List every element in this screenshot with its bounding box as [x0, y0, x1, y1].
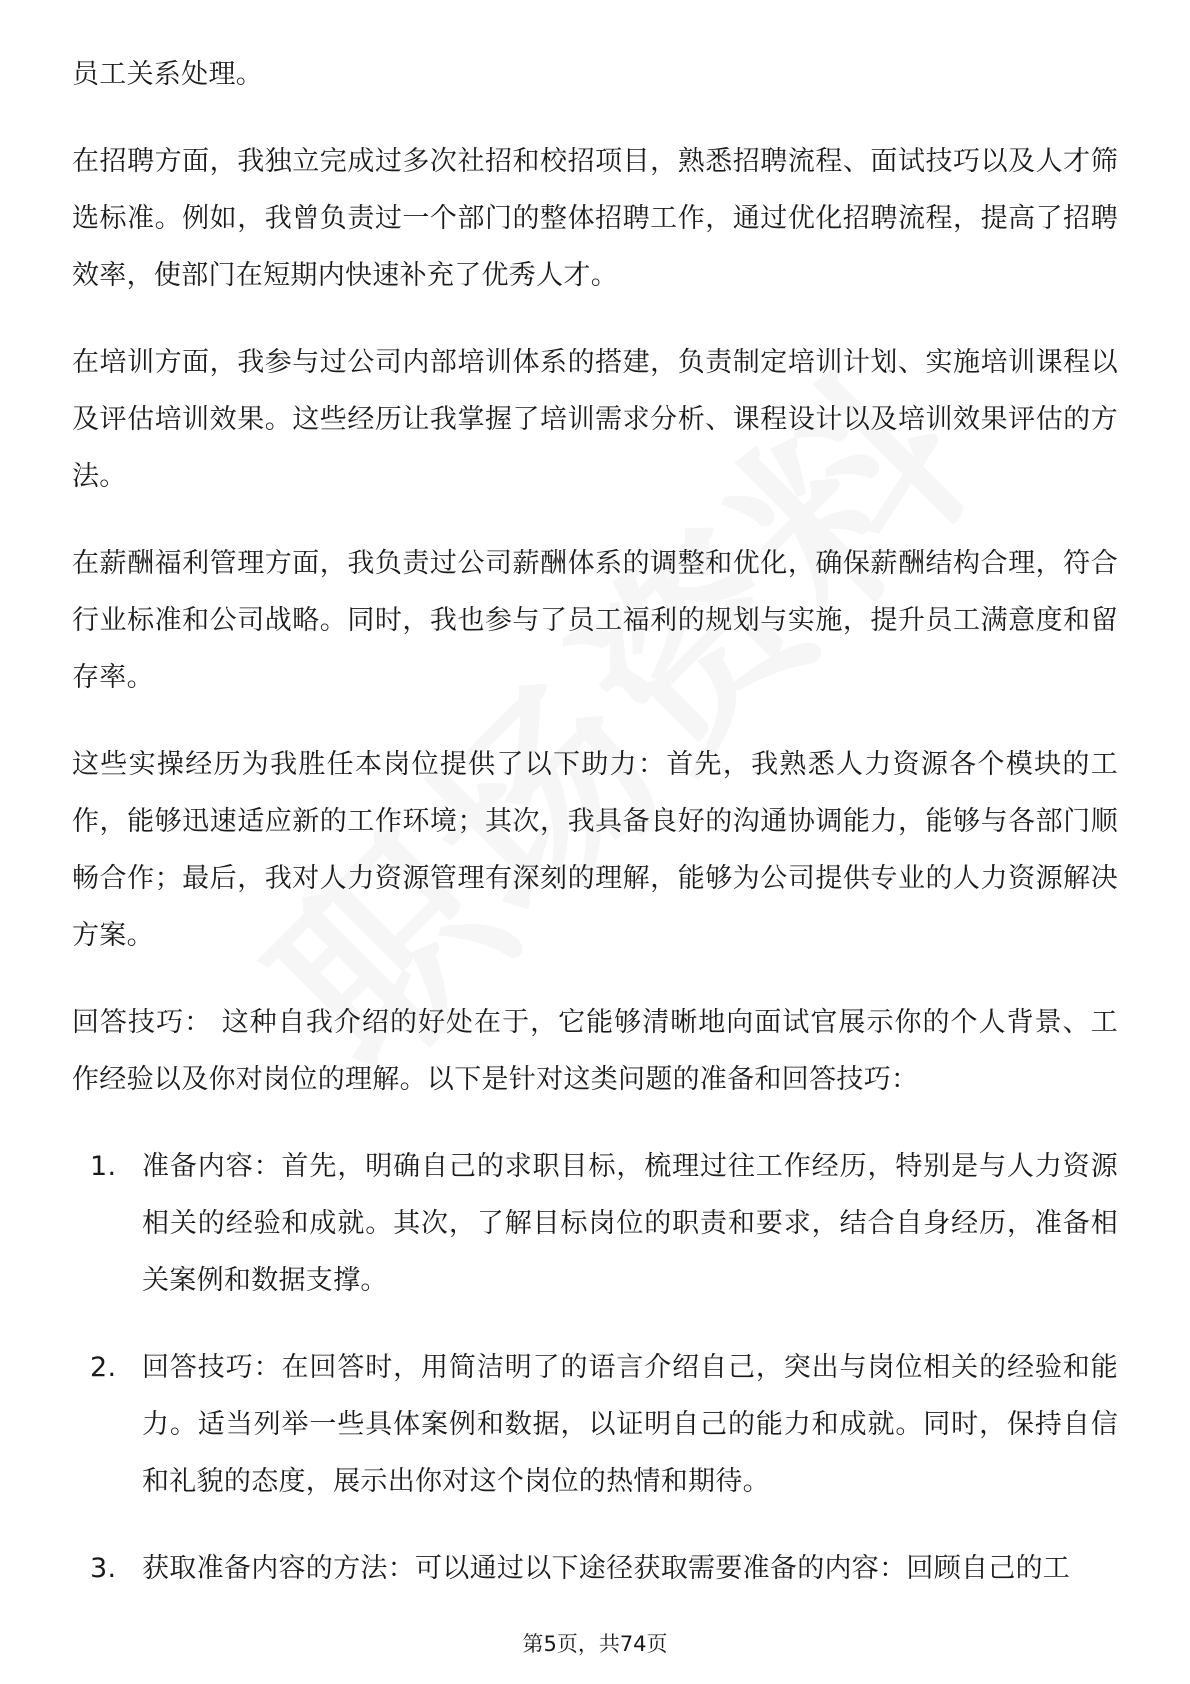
list-item-text: 准备内容：首先，明确自己的求职目标，梳理过往工作经历，特别是与人力资源相关的经验和成就。其次，了解目标岗位的职责和要求，结合自身经历，准备相关案例和数据支撑。 [142, 1151, 1118, 1296]
list-number: 1. [90, 1151, 117, 1182]
paragraph: 在薪酬福利管理方面，我负责过公司薪酬体系的调整和优化，确保薪酬结构合理，符合行业标准和公司战略。同时，我也参与了员工福利的规划与实施，提升员工满意度和留存率。 [72, 548, 1118, 693]
list-item [90, 1138, 1118, 1309]
numbered-list [72, 1138, 1118, 1597]
paragraph: 回答技巧： 这种自我介绍的好处在于，它能够清晰地向面试官展示你的个人背景、工作经验以及你对岗位的理解。以下是针对这类问题的准备和回答技巧： [72, 1007, 1118, 1095]
paragraph: 在招聘方面，我独立完成过多次社招和校招项目，熟悉招聘流程、面试技巧以及人才筛选标准。例如，我曾负责过一个部门的整体招聘工作，通过优化招聘流程，提高了招聘效率，使部门在短期内快速补充了优秀人才。 [72, 146, 1118, 291]
list-item [90, 1339, 1118, 1510]
list-number: 3. [90, 1553, 117, 1584]
list-item-text: 回答技巧：在回答时，用简洁明了的语言介绍自己，突出与岗位相关的经验和能力。适当列举一些具体案例和数据，以证明自己的能力和成就。同时，保持自信和礼貌的态度，展示出你对这个岗位的热情和期待。 [142, 1352, 1118, 1497]
page-footer: 第5页，共74页 [522, 1632, 668, 1656]
document-body [72, 46, 1118, 1627]
paragraph: 在培训方面，我参与过公司内部培训体系的搭建，负责制定培训计划、实施培训课程以及评估培训效果。这些经历让我掌握了培训需求分析、课程设计以及培训效果评估的方法。 [72, 347, 1118, 492]
list-number: 2. [90, 1352, 117, 1383]
list-item [90, 1540, 1118, 1597]
list-item-text: 获取准备内容的方法：可以通过以下途径获取需要准备的内容：回顾自己的工 [142, 1553, 1071, 1584]
paragraph: 这些实操经历为我胜任本岗位提供了以下助力：首先，我熟悉人力资源各个模块的工作，能够迅速适应新的工作环境；其次，我具备良好的沟通协调能力，能够与各部门顺畅合作；最后，我对人力资源管理有深刻的理解，能够为公司提供专业的人力资源解决方案。 [72, 749, 1118, 951]
paragraph: 员工关系处理。 [72, 59, 264, 90]
